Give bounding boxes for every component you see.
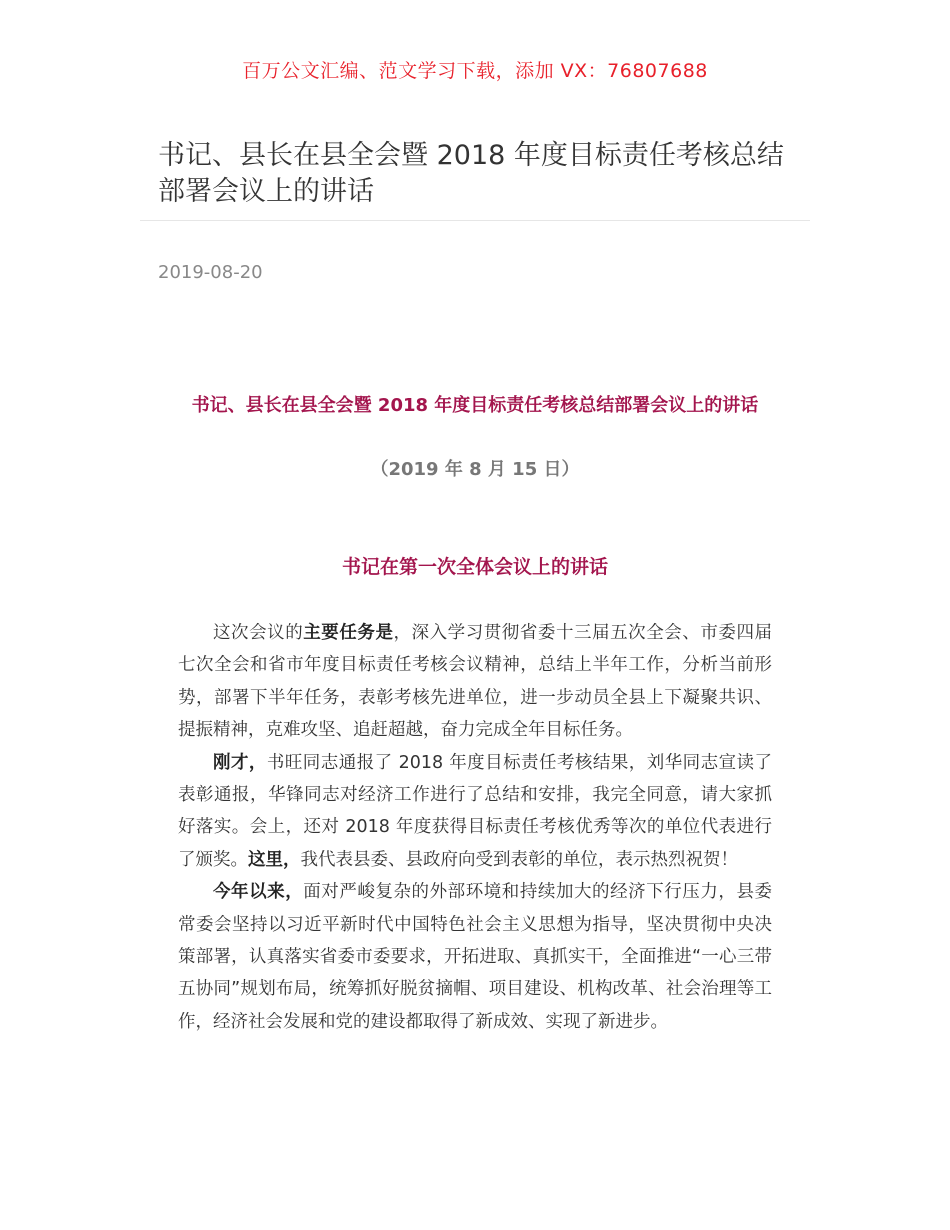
title-divider	[140, 220, 810, 221]
paragraph-text: ，深入学习贯彻省委十三届五次全会、市委四届七次全会和省市年度目标责任考核会议精神，总结上半年工作，分析当前形势，部署下半年任务，表彰考核先进单位，进一步动员全县上下凝聚共识、提振精神，克难攻坚、追赶超越，奋力完成全年目标任务。	[178, 623, 772, 741]
emphasis-text: 今年以来，	[213, 882, 304, 903]
emphasis-text: 主要任务是	[303, 623, 394, 643]
emphasis-text: 这里，	[248, 849, 301, 870]
paragraph-text: 这次会议的	[213, 623, 304, 643]
document-heading: 书记、县长在县全会暨 2018 年度目标责任考核总结部署会议上的讲话	[191, 395, 759, 416]
paragraph-1	[178, 617, 772, 747]
paragraph-2	[178, 747, 772, 877]
paragraph-text: 面对严峻复杂的外部环境和持续加大的经济下行压力，县委常委会坚持以习近平新时代中国特色社会主义思想为指导，坚决贯彻中央决策部署，认真落实省委市委要求，开拓进取、真抓实干，全面推进“一心三带五协同”规划布局，统筹抓好脱贫摘帽、项目建设、机构改革、社会治理等工作，经济社会发展和党的建设都取得了新成效、实现了新进步。	[178, 882, 772, 1032]
article-body	[178, 617, 772, 1038]
paragraph-text: 书旺同志通报了 2018 年度目标责任考核结果，刘华同志宣读了表彰通报，华锋同志对经济工作进行了总结和安排，我完全同意，请大家抓好落实。会上，还对 2018 年度获得目标责任考核优秀等次的单位代表进行了颁奖。	[178, 752, 772, 870]
publish-date: 2019-08-20	[158, 262, 263, 283]
article-title: 书记、县长在县全会暨 2018 年度目标责任考核总结部署会议上的讲话	[158, 140, 784, 207]
paragraph-text: 我代表县委、县政府向受到表彰的单位，表示热烈祝贺！	[300, 849, 738, 870]
document-date: （2019 年 8 月 15 日）	[370, 459, 580, 480]
watermark-banner: 百万公文汇编、范文学习下载，添加 VX：76807688	[242, 60, 708, 82]
emphasis-text: 刚才，	[213, 752, 267, 773]
section-heading: 书记在第一次全体会议上的讲话	[341, 556, 608, 578]
paragraph-3	[178, 876, 772, 1038]
